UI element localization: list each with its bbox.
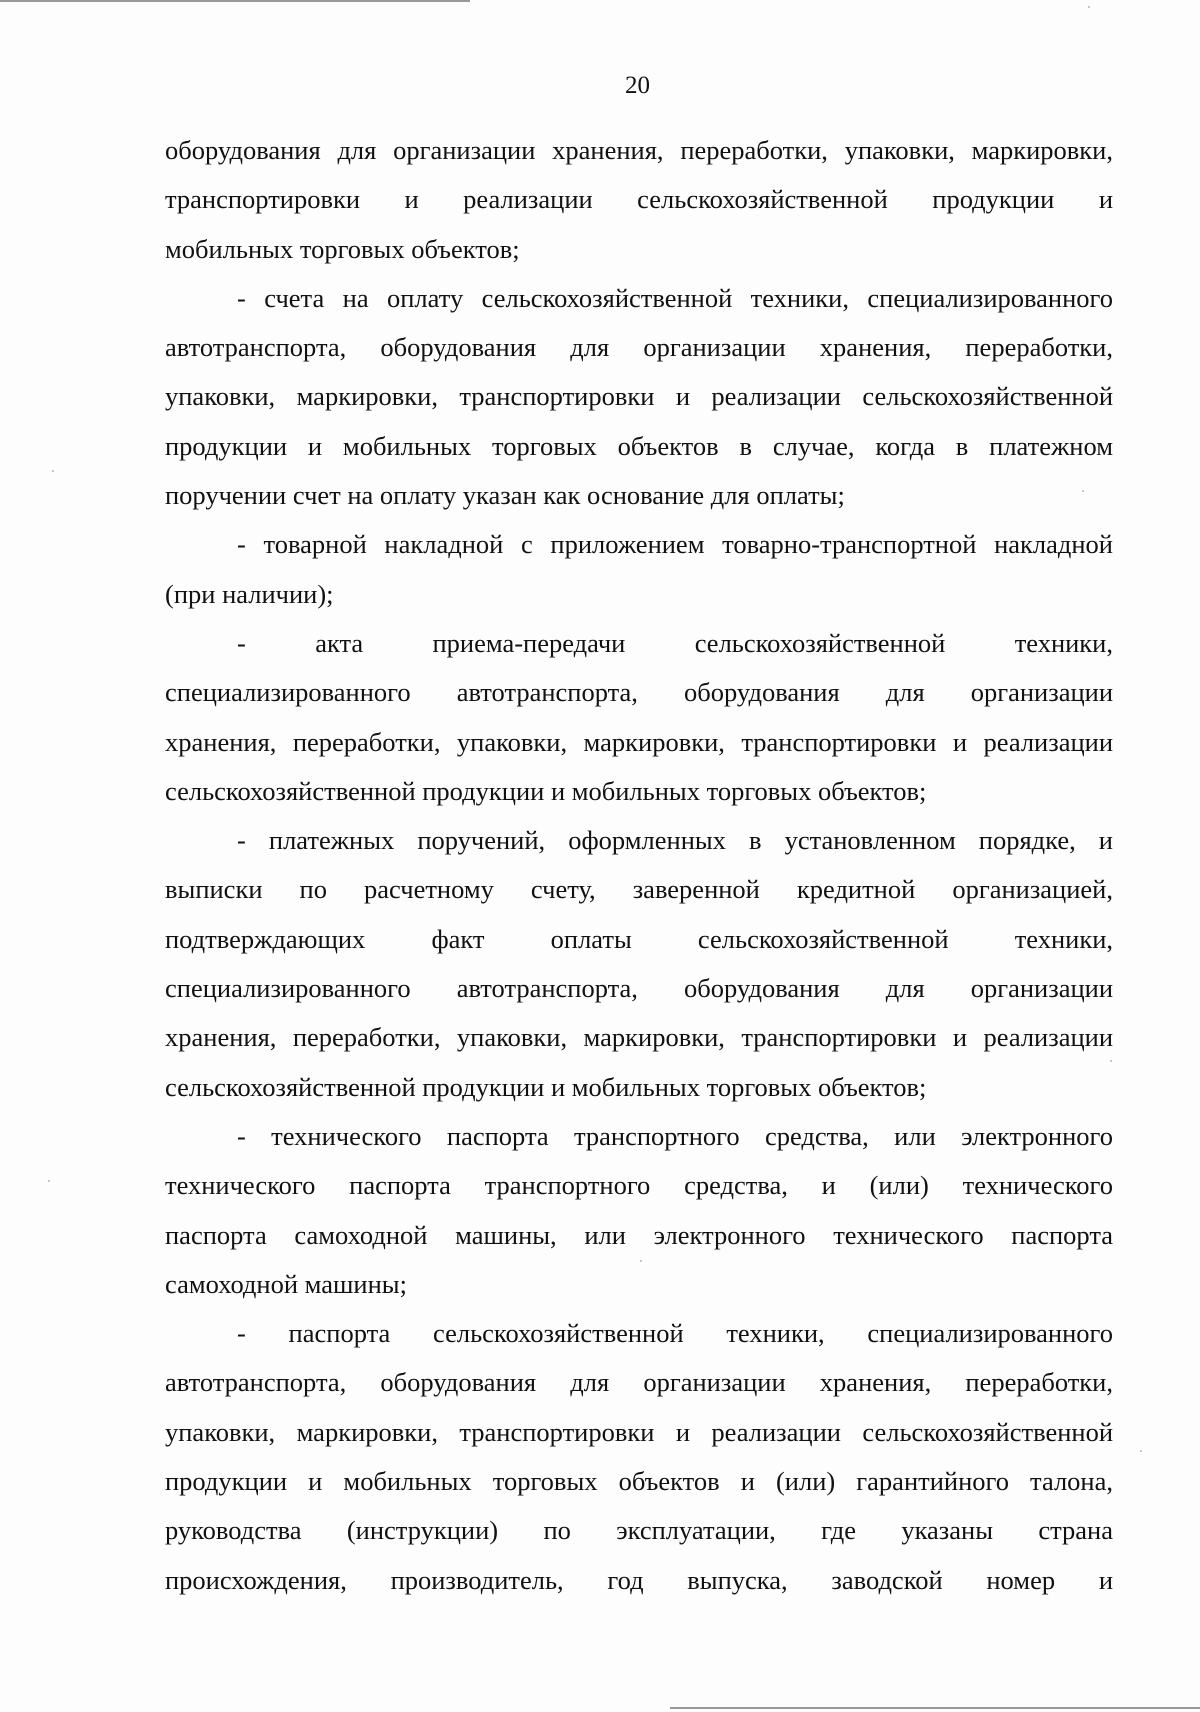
text-line: руководства (инструкции) по эксплуатации, где указаны страна bbox=[165, 1515, 1113, 1546]
text-line: продукции и мобильных торговых объектов и (или) гарантийного талона, bbox=[165, 1466, 1113, 1497]
text-line: происхождения, производитель, год выпуска, заводской номер и bbox=[165, 1564, 1113, 1595]
text-line: сельскохозяйственной продукции и мобильных торговых объектов; bbox=[165, 775, 927, 806]
page-number: 20 bbox=[625, 72, 650, 99]
text-line: паспорта самоходной машины, или электронного технического паспорта bbox=[165, 1219, 1113, 1250]
text-line: - счета на оплату сельскохозяйственной техники, специализированного bbox=[237, 282, 1113, 313]
text-line: самоходной машины; bbox=[165, 1268, 407, 1299]
text-line: - платежных поручений, оформленных в установленном порядке, и bbox=[237, 825, 1113, 856]
text-line: - акта приема-передачи сельскохозяйственной техники, bbox=[237, 627, 1113, 658]
text-line: сельскохозяйственной продукции и мобильных торговых объектов; bbox=[165, 1071, 927, 1102]
text-line: (при наличии); bbox=[165, 578, 334, 609]
text-line: мобильных торговых объектов; bbox=[165, 233, 520, 264]
text-line: хранения, переработки, упаковки, маркировки, транспортировки и реализации bbox=[165, 1022, 1113, 1053]
scan-speck bbox=[1140, 1450, 1142, 1452]
text-line: - паспорта сельскохозяйственной техники, специализированного bbox=[237, 1318, 1113, 1349]
scan-speck bbox=[1088, 6, 1090, 8]
text-line: транспортировки и реализации сельскохозяйственной продукции и bbox=[165, 184, 1113, 215]
text-line: - технического паспорта транспортного средства, или электронного bbox=[237, 1120, 1113, 1151]
text-line: подтверждающих факт оплаты сельскохозяйственной техники, bbox=[165, 923, 1113, 954]
text-line: специализированного автотранспорта, оборудования для организации bbox=[165, 973, 1113, 1004]
text-line: упаковки, маркировки, транспортировки и реализации сельскохозяйственной bbox=[165, 381, 1113, 412]
text-line: автотранспорта, оборудования для организации хранения, переработки, bbox=[165, 332, 1113, 363]
scan-speck bbox=[1110, 1060, 1112, 1062]
text-line: автотранспорта, оборудования для организации хранения, переработки, bbox=[165, 1367, 1113, 1398]
text-line: технического паспорта транспортного средства, и (или) технического bbox=[165, 1170, 1113, 1201]
text-line: хранения, переработки, упаковки, маркировки, транспортировки и реализации bbox=[165, 726, 1113, 757]
scan-speck bbox=[1082, 490, 1084, 492]
document-body bbox=[165, 126, 1113, 1605]
scan-speck bbox=[52, 470, 54, 472]
text-line: оборудования для организации хранения, переработки, упаковки, маркировки, bbox=[165, 135, 1113, 165]
scan-speck bbox=[48, 1180, 50, 1182]
scan-edge-top bbox=[0, 0, 470, 2]
text-line: выписки по расчетному счету, заверенной кредитной организацией, bbox=[165, 874, 1113, 905]
scan-edge-bottom bbox=[670, 1707, 1200, 1709]
text-line: специализированного автотранспорта, оборудования для организации bbox=[165, 677, 1113, 708]
text-line: поручении счет на оплату указан как основание для оплаты; bbox=[165, 480, 845, 511]
text-line: продукции и мобильных торговых объектов в случае, когда в платежном bbox=[165, 430, 1113, 461]
scan-speck bbox=[640, 1260, 642, 1262]
text-line: упаковки, маркировки, транспортировки и реализации сельскохозяйственной bbox=[165, 1416, 1113, 1447]
text-line: - товарной накладной с приложением товарно-транспортной накладной bbox=[237, 529, 1113, 560]
